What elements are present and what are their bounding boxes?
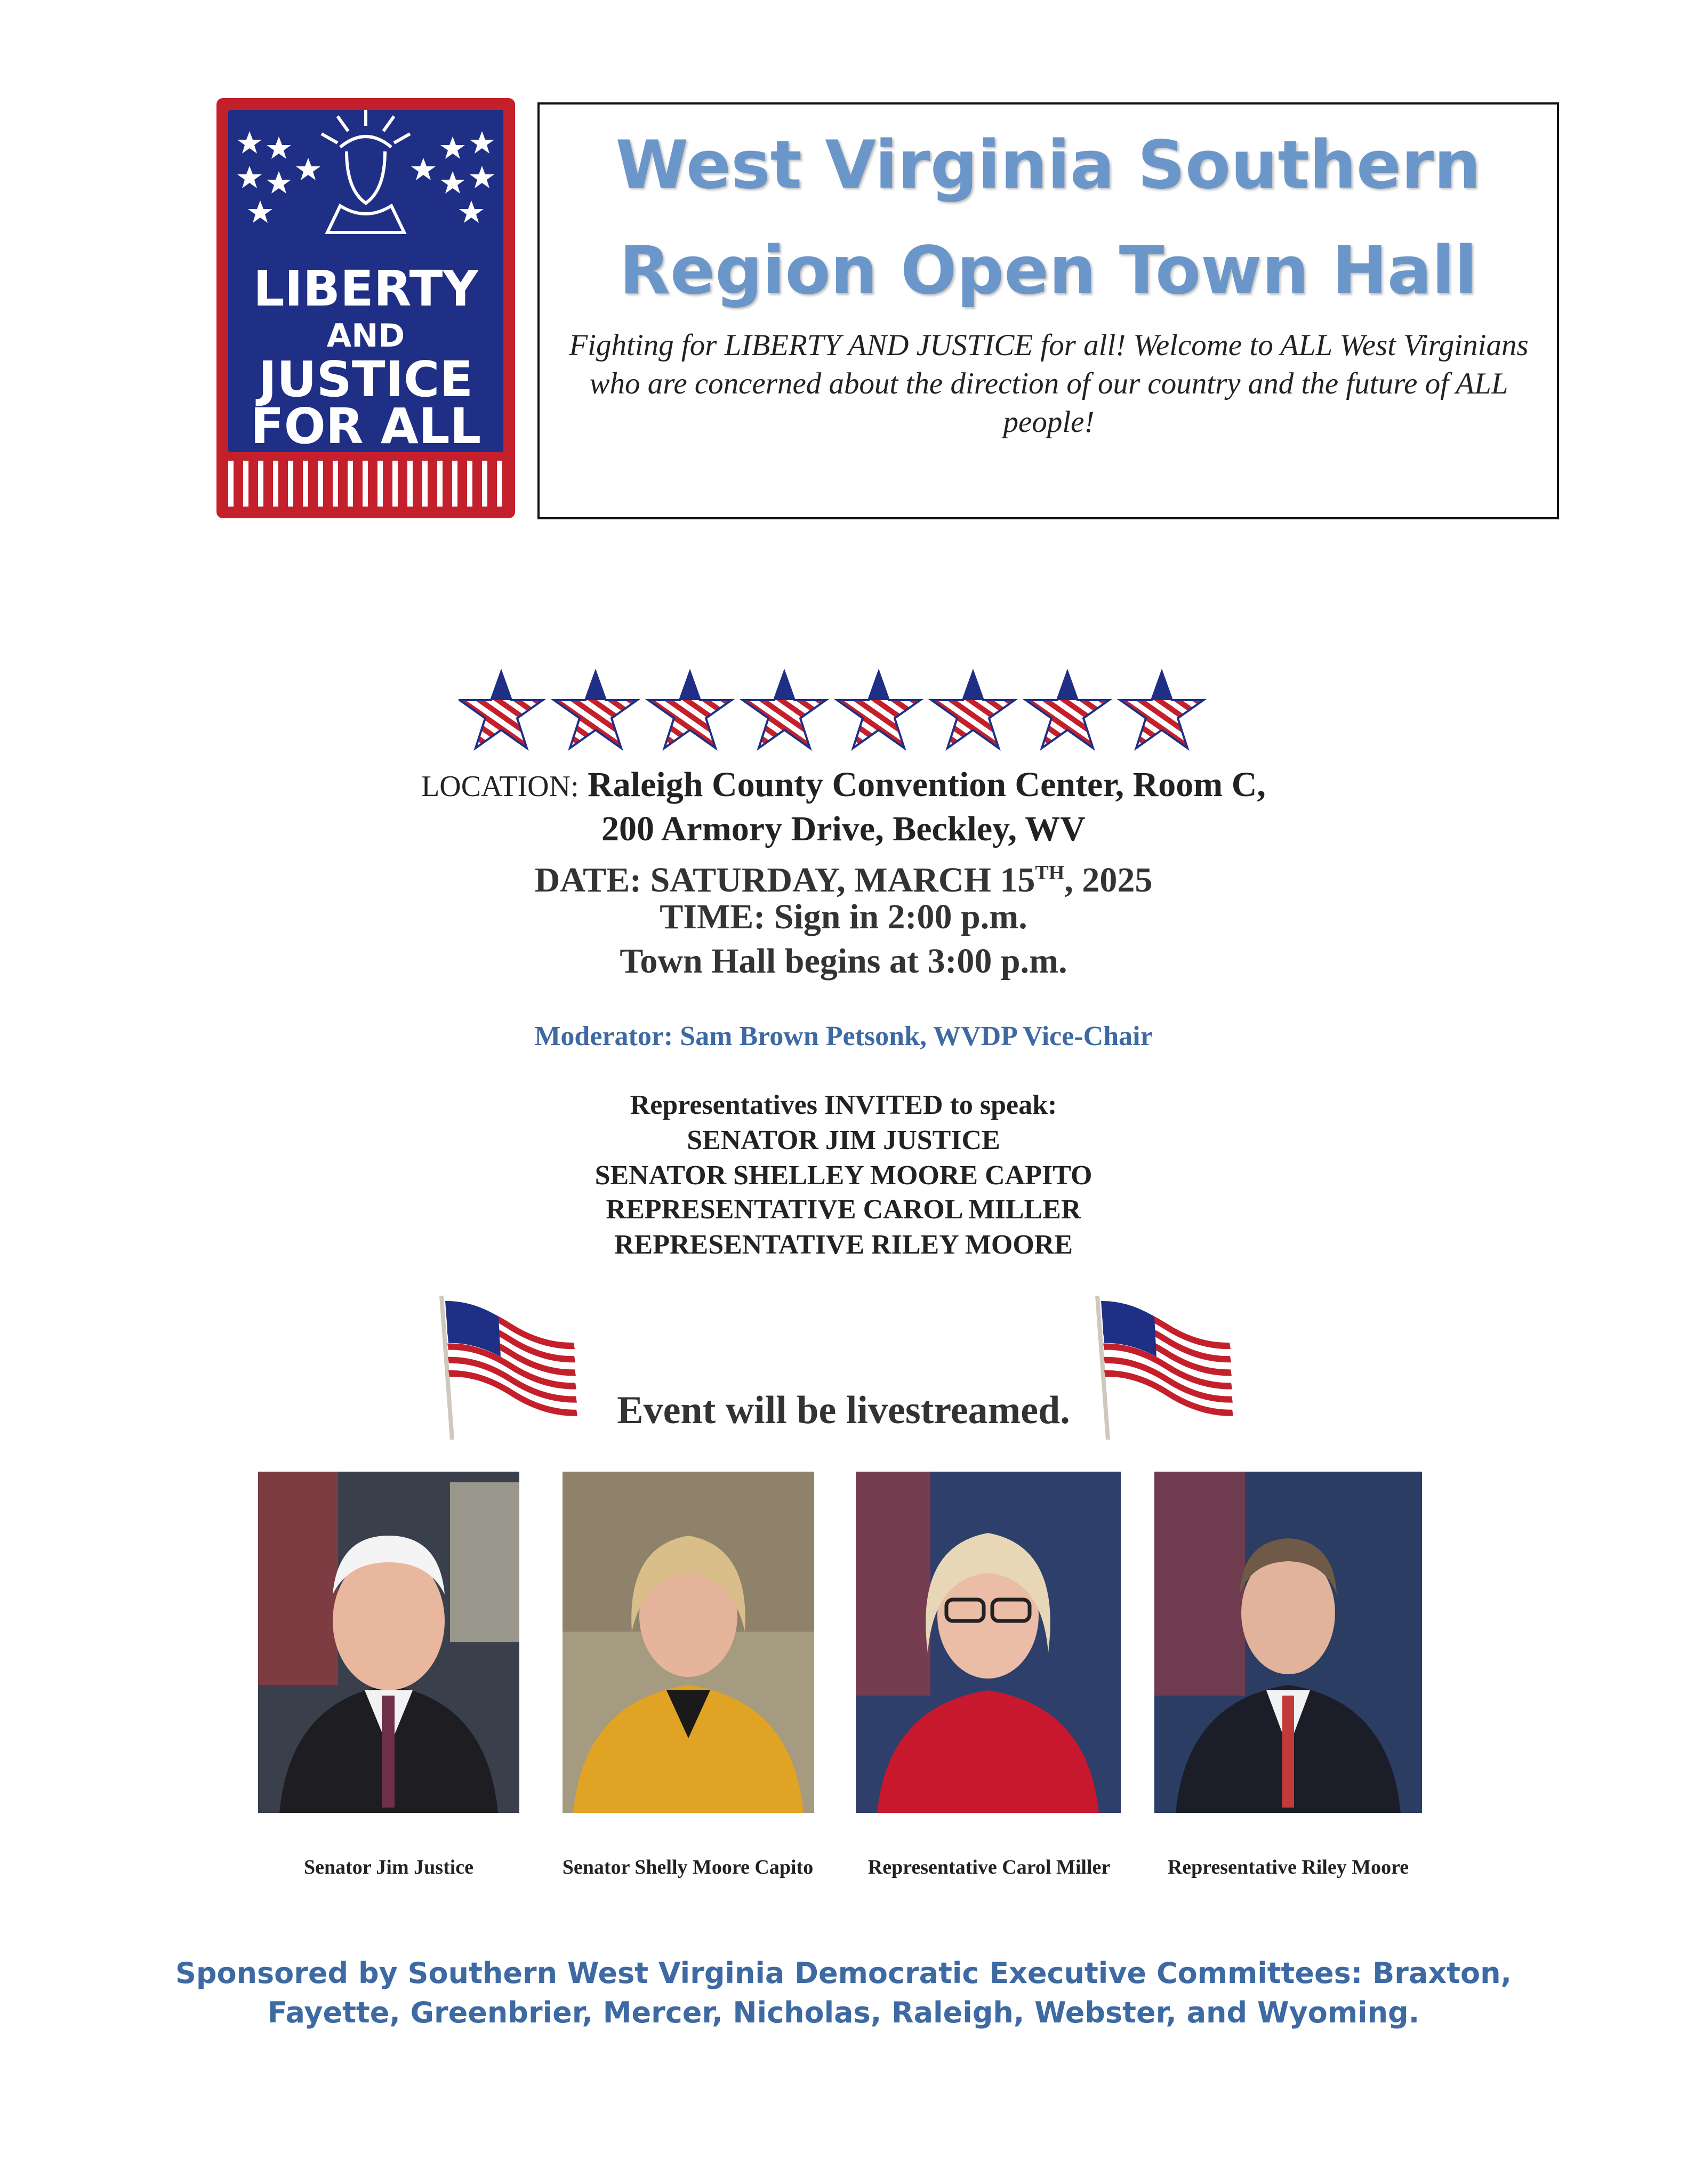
logo-text-for-all: FOR ALL [250, 398, 481, 455]
location-label: LOCATION: [421, 770, 579, 803]
time-line: TIME: Sign in 2:00 p.m. [660, 897, 1027, 936]
start-line: Town Hall begins at 3:00 p.m. [620, 942, 1067, 981]
date-main: DATE: SATURDAY, MARCH 15 [534, 861, 1035, 900]
invited-name: REPRESENTATIVE RILEY MOORE [614, 1230, 1073, 1260]
photo-jim-justice [258, 1472, 519, 1813]
photo-caption: Representative Carol Miller [867, 1856, 1111, 1878]
logo-text-liberty: LIBERTY [253, 260, 478, 317]
logo-text-justice: JUSTICE [258, 351, 473, 408]
star-row [459, 669, 1216, 760]
date-line [0, 852, 1687, 902]
photo-caption: Representative Riley Moore [1167, 1856, 1409, 1878]
moderator: Moderator: Sam Brown Petsonk, WVDP Vice-Chair [534, 1021, 1153, 1051]
photo-caption: Senator Shelly Moore Capito [562, 1856, 814, 1878]
logo-stars-left [237, 131, 320, 223]
logo-stars-right [411, 131, 494, 223]
sponsor-line1: Sponsored by Southern West Virginia Democratic Executive Committees: Braxton, [175, 1956, 1512, 1990]
flag-star-icon [837, 672, 920, 748]
flag-star-icon [648, 672, 732, 748]
flag-star-icon [1120, 672, 1203, 748]
flag-star-icon [743, 672, 826, 748]
date-sup: TH [1035, 862, 1065, 884]
livestream-note: Event will be livestreamed. [617, 1388, 1070, 1432]
location-line [0, 764, 1687, 808]
logo-text-and: AND [326, 317, 405, 355]
sponsor-line2: Fayette, Greenbrier, Mercer, Nicholas, Raleigh, Webster, and Wyoming. [267, 1996, 1420, 2029]
invited-name: SENATOR JIM JUSTICE [687, 1125, 1000, 1155]
date-year: , 2025 [1064, 861, 1153, 900]
invited-heading: Representatives INVITED to speak: [630, 1090, 1057, 1120]
page-title-line1: West Virginia Southern [615, 127, 1481, 204]
photo-caption: Senator Jim Justice [303, 1856, 474, 1878]
logo-stripes [228, 461, 503, 507]
flag-star-icon [554, 672, 637, 748]
photo-carol-miller [856, 1472, 1121, 1813]
flag-star-icon [931, 672, 1015, 748]
page-title-line2: Region Open Town Hall [619, 232, 1477, 309]
statue-of-liberty-icon [228, 110, 503, 243]
address-line: 200 Armory Drive, Beckley, WV [601, 809, 1086, 848]
header-box [537, 102, 1559, 519]
flag-star-icon [460, 672, 543, 748]
tagline: Fighting for LIBERTY AND JUSTICE for all! Welcome to ALL West Virginians who are concerned about the direction of our country and the future of ALL people! [569, 328, 1529, 439]
invited-name: SENATOR SHELLEY MOORE CAPITO [595, 1160, 1092, 1191]
invited-name: REPRESENTATIVE CAROL MILLER [606, 1194, 1081, 1225]
logo-blue-panel [228, 110, 503, 455]
flag-star-icon [1026, 672, 1109, 748]
liberty-justice-logo [216, 98, 515, 518]
photo-riley-moore [1154, 1472, 1422, 1813]
location-value: Raleigh County Convention Center, Room C, [579, 765, 1266, 804]
photo-shelley-moore-capito [563, 1472, 814, 1813]
